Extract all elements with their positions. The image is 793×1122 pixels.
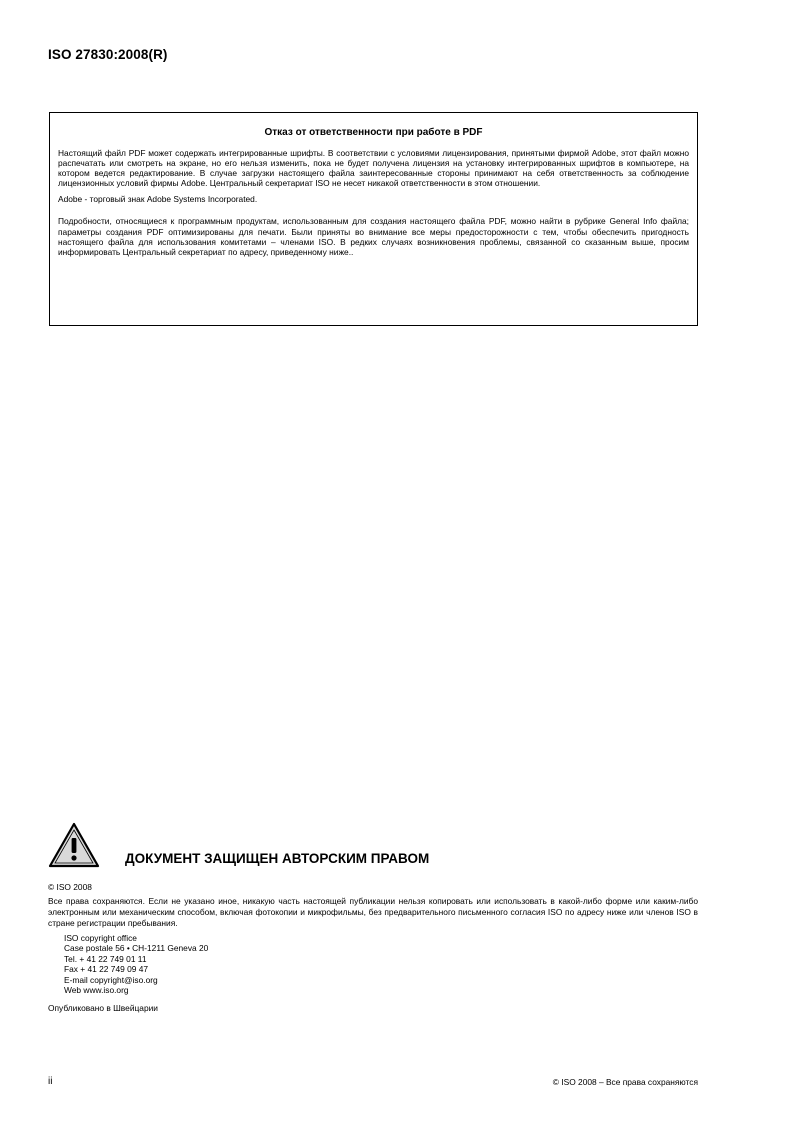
copyright-office-address bbox=[64, 933, 698, 997]
published-in: Опубликовано в Швейцарии bbox=[48, 1003, 158, 1014]
rights-text: Все права сохраняются. Если не указано иное, никакую часть настоящей публикации нельзя копировать или использовать в какой-либо форме или каким-либо электронным или механическим способом, включая фотокопии и микрофильмы, без предварительного письменного согласия ISO по адресу ниже или членов ISO в стране регистрации пребывания. bbox=[48, 895, 698, 928]
copyright-block bbox=[48, 882, 698, 1014]
page-number: ii bbox=[48, 1076, 53, 1087]
copyright-notice: © ISO 2008 bbox=[48, 882, 92, 892]
office-name: ISO copyright office bbox=[64, 932, 137, 943]
warning-triangle-icon bbox=[48, 822, 100, 868]
office-email: E-mail copyright@iso.org bbox=[64, 974, 158, 985]
copyright-heading: ДОКУМЕНТ ЗАЩИЩЕН АВТОРСКИМ ПРАВОМ bbox=[125, 851, 430, 866]
disclaimer-paragraph-fonts: Настоящий файл PDF может содержать интегрированные шрифты. В соответствии с условиями лицензирования, принятыми фирмой Adobe, этот файл можно распечатать или смотреть на экране, но его нельзя изменить, пока не будет получена лицензия на установку интегрированных шрифтов в компьютере, на котором ведется редактирование. В случае загрузки настоящего файла заинтересованные стороны принимают на себя ответственность за соблюдение лицензионных условий фирмы Adobe. Центральный секретариат ISO не несет никакой ответственности в этом отношении. bbox=[58, 148, 689, 189]
disclaimer-title: Отказ от ответственности при работе в PDF bbox=[264, 127, 483, 138]
pdf-disclaimer-box bbox=[49, 112, 698, 326]
disclaimer-paragraph-details: Подробности, относящиеся к программным продуктам, использованным для создания настоящего файла PDF, можно найти в рубрике General Info файла; параметры создания PDF оптимизированы для печати. Были приняты во внимание все меры предосторожности с тем, чтобы обеспечить пригодность настоящего файла для использования комитетами – членами ISO. В редких случаях возникновения проблемы, связанной со сказанным выше, просим информировать Центральный секретариат по адресу, приведенному ниже.. bbox=[58, 216, 689, 257]
office-address: Case postale 56 • CH-1211 Geneva 20 bbox=[64, 943, 209, 954]
office-web: Web www.iso.org bbox=[64, 985, 129, 996]
footer-copyright: © ISO 2008 – Все права сохраняются bbox=[552, 1077, 698, 1087]
office-tel: Tel. + 41 22 749 01 11 bbox=[64, 953, 147, 964]
document-id: ISO 27830:2008(R) bbox=[48, 47, 168, 62]
office-fax: Fax + 41 22 749 09 47 bbox=[64, 964, 149, 975]
disclaimer-paragraph-trademark: Adobe - торговый знак Adobe Systems Incorporated. bbox=[58, 194, 258, 205]
